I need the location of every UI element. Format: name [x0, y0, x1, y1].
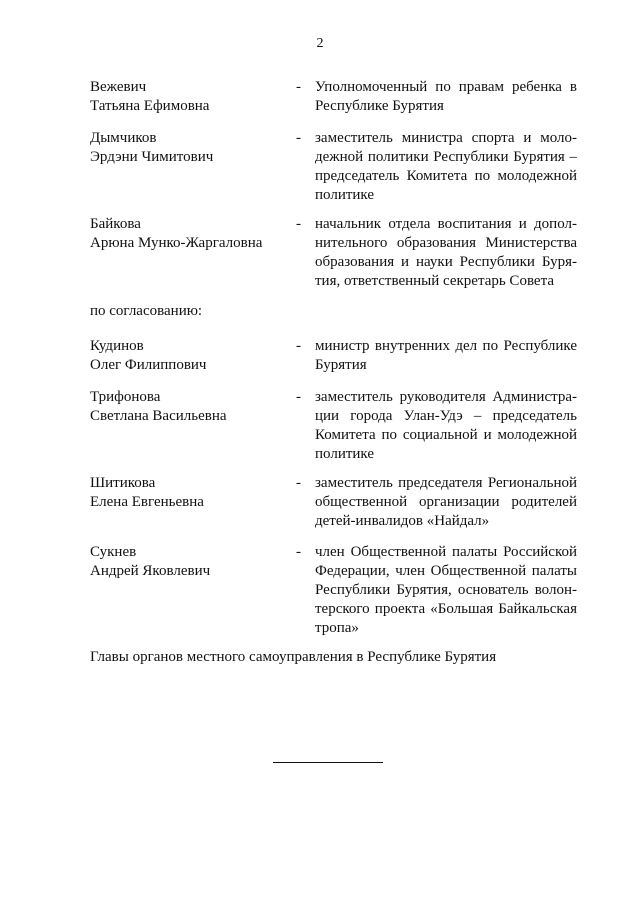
- role-line: ции города Улан-Удэ – председатель: [315, 408, 577, 424]
- separator-dash: -: [296, 130, 301, 146]
- member-given-names: Эрдэни Чимитович: [90, 149, 214, 165]
- separator-dash: -: [296, 475, 301, 491]
- role-line: политике: [315, 187, 374, 203]
- member-role: [315, 129, 577, 205]
- role-line: Комитета по социальной и молодежной: [315, 427, 577, 443]
- role-line: общественной организации родителей: [315, 494, 577, 510]
- member-role: [315, 388, 577, 464]
- member-name: [90, 215, 290, 253]
- member-given-names: Светлана Васильевна: [90, 408, 227, 424]
- separator-dash: -: [296, 544, 301, 560]
- member-given-names: Татьяна Ефимовна: [90, 98, 210, 114]
- role-line: образования и науки Республики Буря-: [315, 254, 577, 270]
- member-surname: Байкова: [90, 216, 141, 232]
- separator-dash: -: [296, 389, 301, 405]
- role-line: член Общественной палаты Российской: [315, 544, 577, 560]
- role-line: начальник отдела воспитания и допол-: [315, 216, 577, 232]
- member-role: [315, 215, 577, 291]
- member-name: [90, 543, 290, 581]
- role-line: дежной политики Республики Бурятия –: [315, 149, 577, 165]
- role-line: Бурятия: [315, 357, 367, 373]
- member-surname: Дымчиков: [90, 130, 157, 146]
- role-line: Уполномоченный по правам ребенка в: [315, 79, 577, 95]
- member-surname: Шитикова: [90, 475, 156, 491]
- role-line: Республике Бурятия: [315, 98, 444, 114]
- member-name: [90, 388, 290, 426]
- end-rule: [273, 762, 383, 763]
- member-name: [90, 337, 290, 375]
- role-line: председатель Комитета по молодежной: [315, 168, 577, 184]
- role-line: заместитель руководителя Администра-: [315, 389, 577, 405]
- member-surname: Сукнев: [90, 544, 137, 560]
- member-given-names: Елена Евгеньевна: [90, 494, 204, 510]
- role-line: тропа»: [315, 620, 359, 636]
- role-line: политике: [315, 446, 374, 462]
- member-given-names: Арюна Мунко-Жаргаловна: [90, 235, 263, 251]
- role-line: Федерации, член Общественной палаты: [315, 563, 577, 579]
- separator-dash: -: [296, 216, 301, 232]
- role-line: министр внутренних дел по Республике: [315, 338, 577, 354]
- role-line: терского проекта «Большая Байкальская: [315, 601, 577, 617]
- role-line: заместитель председателя Региональной: [315, 475, 577, 491]
- separator-dash: -: [296, 79, 301, 95]
- member-given-names: Андрей Яковлевич: [90, 563, 211, 579]
- role-line: тия, ответственный секретарь Совета: [315, 273, 554, 289]
- closing-line: Главы органов местного самоуправления в Республике Бурятия: [90, 649, 497, 665]
- member-role: [315, 337, 577, 375]
- member-role: [315, 78, 577, 116]
- member-surname: Трифонова: [90, 389, 161, 405]
- member-surname: Кудинов: [90, 338, 144, 354]
- page-number: 2: [316, 36, 324, 51]
- role-line: детей-инвалидов «Найдал»: [315, 513, 490, 529]
- separator-dash: -: [296, 338, 301, 354]
- member-given-names: Олег Филиппович: [90, 357, 207, 373]
- agreement-label: по согласованию:: [90, 303, 203, 319]
- role-line: нительного образования Министерства: [315, 235, 577, 251]
- member-role: [315, 543, 577, 638]
- role-line: заместитель министра спорта и моло-: [315, 130, 577, 146]
- member-surname: Вежевич: [90, 79, 147, 95]
- member-name: [90, 129, 290, 167]
- member-name: [90, 474, 290, 512]
- member-role: [315, 474, 577, 531]
- role-line: Республики Бурятия, основатель волон-: [315, 582, 577, 598]
- member-name: [90, 78, 290, 116]
